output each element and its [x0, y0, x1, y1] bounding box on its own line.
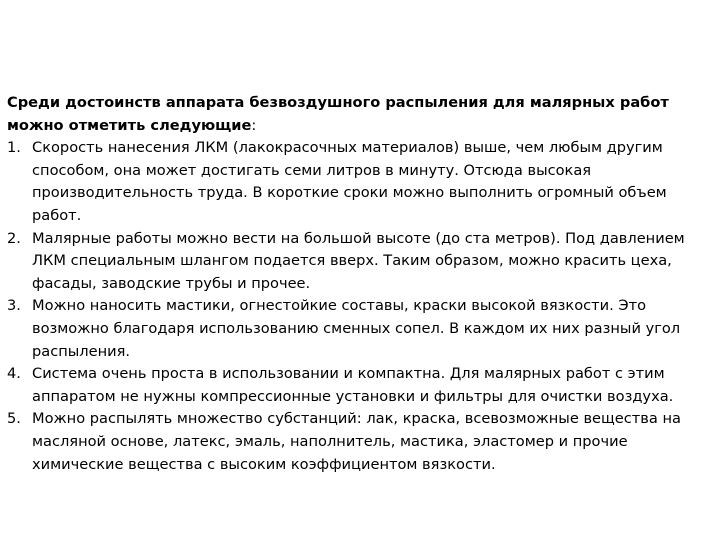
list-item	[7, 228, 715, 296]
list-item	[7, 295, 715, 363]
list-item	[7, 408, 715, 476]
list-item-number: 4.	[7, 365, 21, 383]
list-item-number: 1.	[7, 139, 21, 157]
list-item	[7, 363, 715, 408]
list-item-text: Можно наносить мастики, огнестойкие составы, краски высокой вязкости. Это возможно благодаря использованию сменных сопел. В каждом их них разный угол распыления.	[32, 297, 681, 360]
list-item-text: Можно распылять множество субстанций: лак, краска, всевозможные вещества на масляной основе, латекс, эмаль, наполнитель, мастика, эластомер и прочие химические вещества с высоким коэффициентом вязкости.	[32, 410, 681, 473]
list-item-number: 2.	[7, 229, 21, 247]
list-item-text: Система очень проста в использовании и компактна. Для малярных работ с этим аппаратом не нужны компрессионные установки и фильтры для очистки воздуха.	[32, 365, 674, 405]
intro-suffix: :	[251, 116, 257, 134]
list-item-number: 3.	[7, 297, 21, 315]
list-item-number: 5.	[7, 410, 21, 428]
intro-heading: Среди достоинств аппарата безвоздушного распыления для малярных работ можно отметить следующие	[7, 94, 669, 134]
text-body	[7, 92, 715, 476]
list-item-text: Малярные работы можно вести на большой высоте (до ста метров). Под давлением ЛКМ специальным шлангом подается вверх. Таким образом, можно красить цеха, фасады, заводские трубы и прочее.	[32, 229, 685, 292]
intro-paragraph	[7, 92, 715, 137]
advantages-list	[7, 137, 715, 476]
list-item	[7, 137, 715, 227]
list-item-text: Скорость нанесения ЛКМ (лакокрасочных материалов) выше, чем любым другим способом, она может достигать семи литров в минуту. Отсюда высокая производительность труда. В короткие сроки можно выполнить огромный объем работ.	[32, 139, 667, 224]
